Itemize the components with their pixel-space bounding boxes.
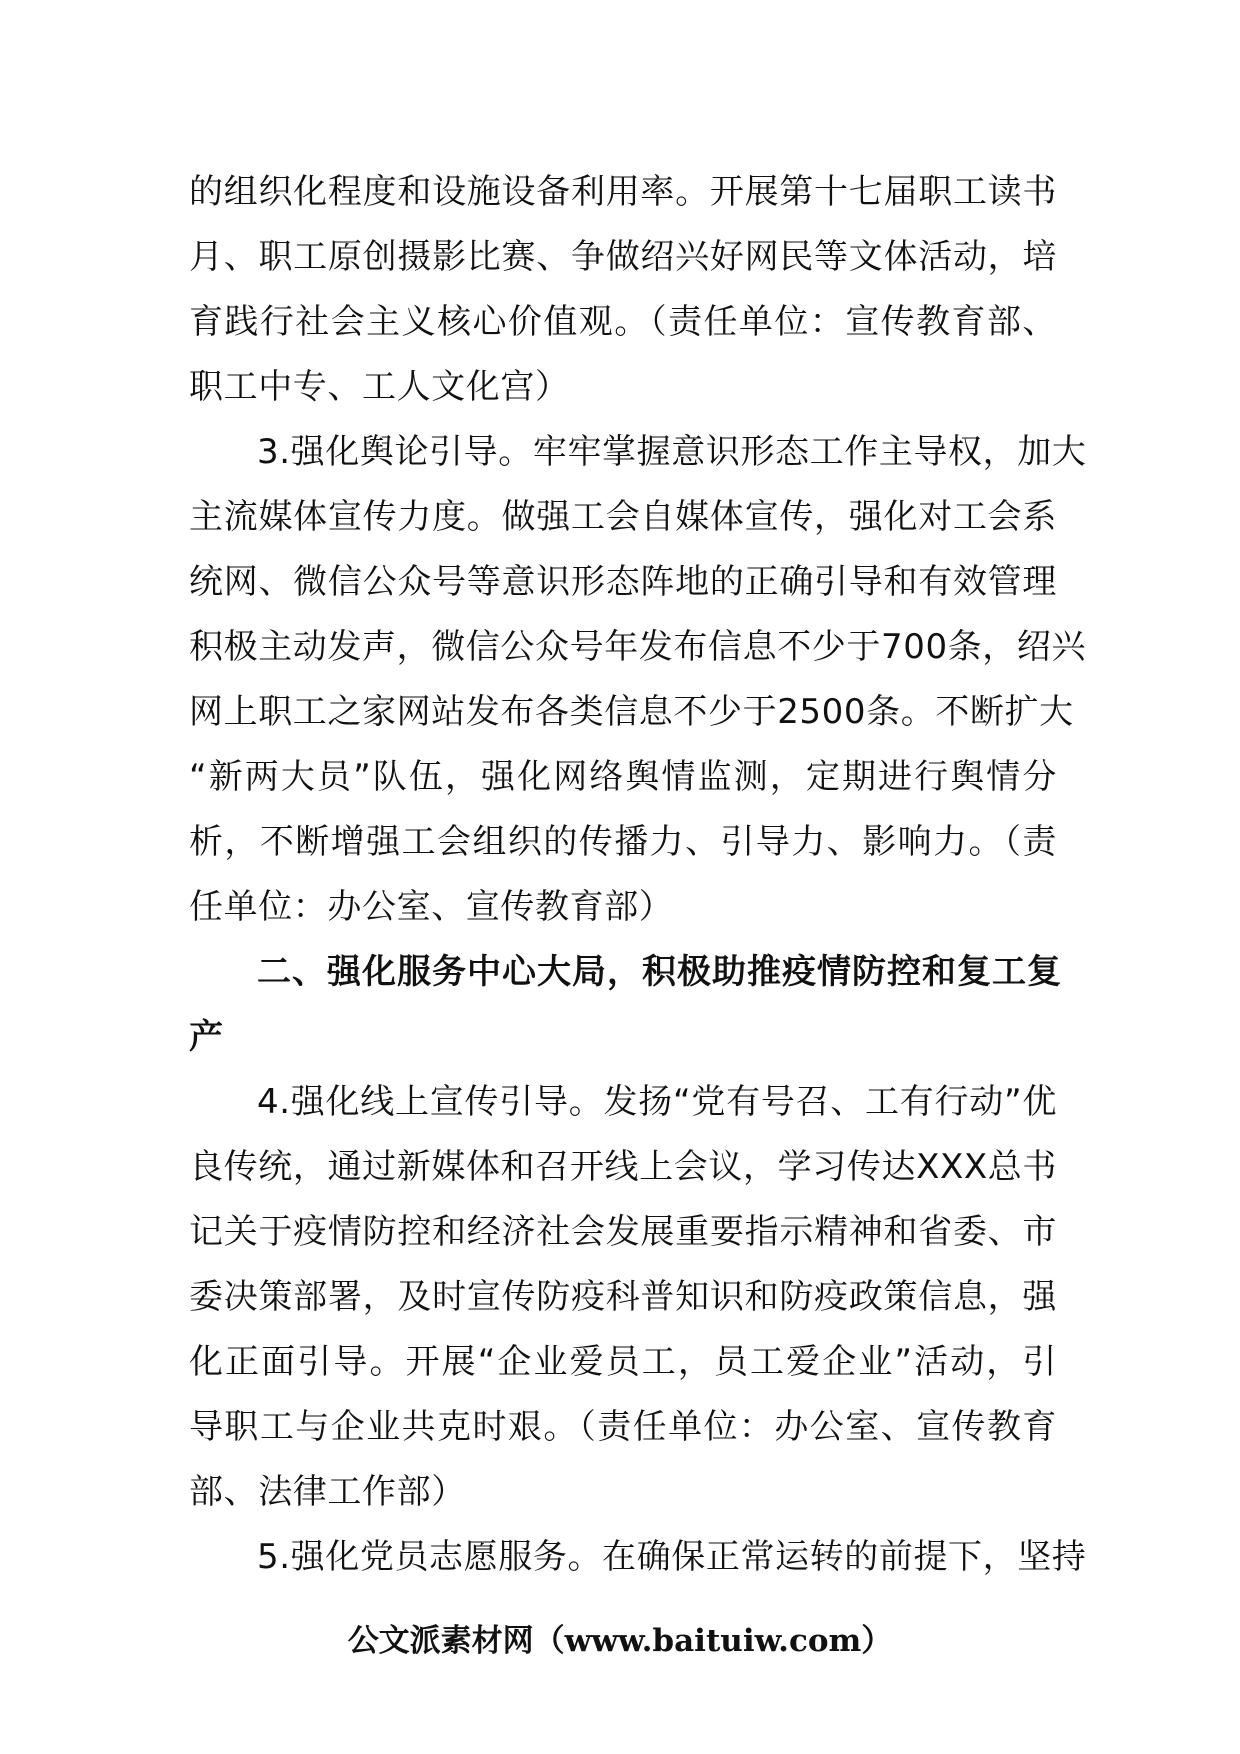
text-line: 析，不断增强工会组织的传播力、引导力、影响力。（责	[189, 822, 1057, 862]
text-line: 5.强化党员志愿服务。在确保正常运转的前提下，坚持	[257, 1537, 1087, 1577]
text-line: 良传统，通过新媒体和召开线上会议，学习传达XXX总书	[189, 1147, 1057, 1187]
text-line: “新两大员”队伍，强化网络舆情监测，定期进行舆情分	[189, 757, 1057, 797]
text-line: 职工中专、工人文化宫）	[189, 367, 570, 407]
text-line: 育践行社会主义核心价值观。（责任单位：宣传教育部、	[189, 302, 1057, 342]
text-line: 月、职工原创摄影比赛、争做绍兴好网民等文体活动，培	[189, 237, 1057, 277]
section-heading-continuation: 产	[189, 1017, 224, 1057]
text-line: 委决策部署，及时宣传防疫科普知识和防疫政策信息，强	[189, 1277, 1057, 1317]
text-line: 任单位：办公室、宣传教育部）	[189, 887, 674, 927]
text-line: 网上职工之家网站发布各类信息不少于2500条。不断扩大	[189, 692, 1074, 732]
text-line: 积极主动发声，微信公众号年发布信息不少于700条，绍兴	[189, 627, 1087, 667]
document-body	[189, 160, 1087, 1590]
text-line: 主流媒体宣传力度。做强工会自媒体宣传，强化对工会系	[189, 497, 1057, 537]
text-line: 导职工与企业共克时艰。（责任单位：办公室、宣传教育	[189, 1407, 1057, 1447]
text-line: 化正面引导。开展“企业爱员工，员工爱企业”活动，引	[189, 1342, 1057, 1382]
text-line: 部、法律工作部）	[189, 1472, 466, 1512]
text-line: 3.强化舆论引导。牢牢掌握意识形态工作主导权，加大	[257, 432, 1087, 472]
text-line: 的组织化程度和设施设备利用率。开展第十七届职工读书	[189, 172, 1057, 212]
text-line: 4.强化线上宣传引导。发扬“党有号召、工有行动”优	[257, 1082, 1057, 1122]
section-heading: 二、强化服务中心大局，积极助推疫情防控和复工复	[257, 952, 1062, 992]
text-line: 统网、微信公众号等意识形态阵地的正确引导和有效管理	[189, 562, 1057, 602]
footer-watermark: 公文派素材网（www.baituiw.com）	[347, 1623, 893, 1659]
text-line: 记关于疫情防控和经济社会发展重要指示精神和省委、市	[189, 1212, 1057, 1252]
